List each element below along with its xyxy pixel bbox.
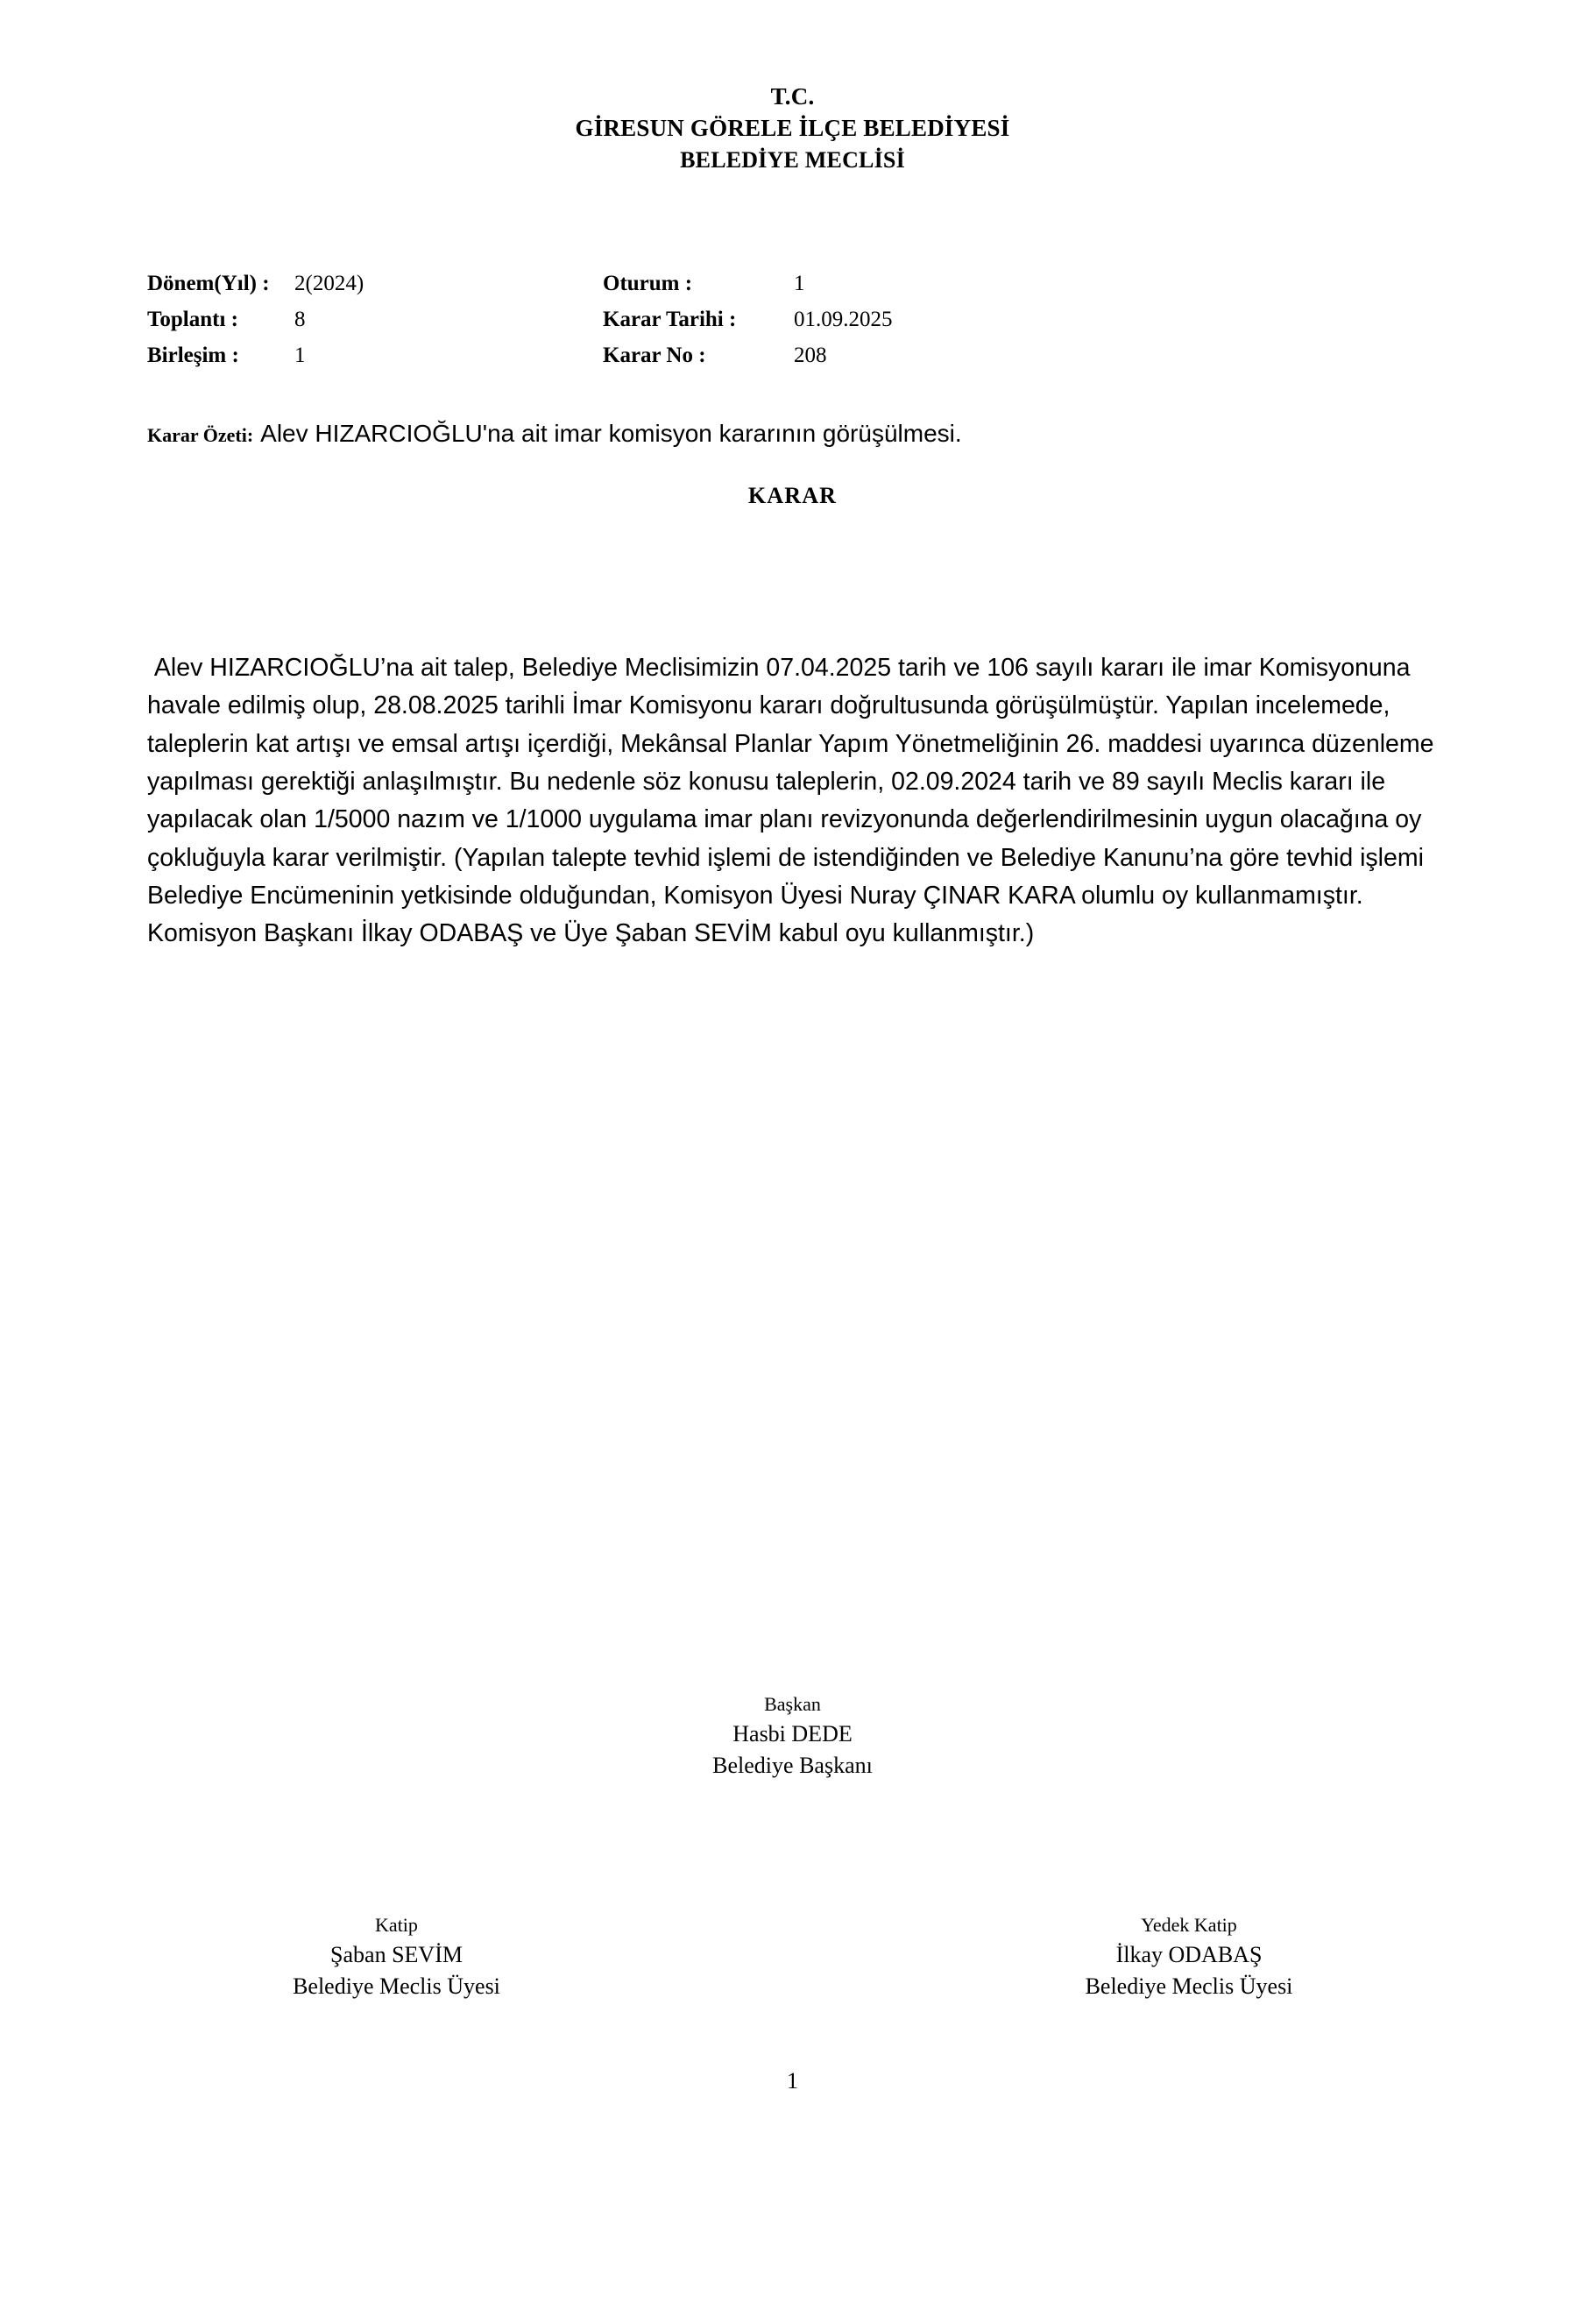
meta-row-oturum bbox=[603, 272, 1093, 308]
meta-value-toplanti: 8 bbox=[294, 307, 306, 331]
meta-label-karar-tarihi: Karar Tarihi : bbox=[603, 307, 737, 331]
header-line-municipality: GİRESUN GÖRELE İLÇE BELEDİYESİ bbox=[575, 115, 1010, 142]
president-name: Hasbi DEDE bbox=[732, 1720, 853, 1747]
document-header bbox=[0, 81, 1585, 175]
signature-clerk bbox=[0, 1912, 793, 2003]
page-number: 1 bbox=[787, 2068, 798, 2094]
decision-heading: KARAR bbox=[747, 482, 838, 508]
meta-value-karar-tarihi: 01.09.2025 bbox=[794, 307, 893, 331]
header-line-council: BELEDİYE MECLİSİ bbox=[680, 146, 905, 173]
meta-column-right bbox=[603, 272, 1093, 379]
clerk-name: Şaban SEVİM bbox=[330, 1941, 463, 1967]
summary-row bbox=[0, 420, 1585, 448]
meta-column-left bbox=[147, 272, 603, 379]
meta-value-oturum: 1 bbox=[794, 271, 805, 295]
clerk-title: Belediye Meclis Üyesi bbox=[293, 1973, 500, 2000]
deputy-clerk-role: Yedek Katip bbox=[1141, 1914, 1237, 1936]
signature-president bbox=[0, 1691, 1585, 1782]
president-title: Belediye Başkanı bbox=[712, 1753, 873, 1779]
meta-row-birlesim bbox=[147, 344, 603, 379]
meta-row-karar-no bbox=[603, 344, 1093, 379]
meta-label-birlesim: Birleşim : bbox=[147, 343, 239, 367]
meta-label-toplanti: Toplantı : bbox=[147, 307, 238, 331]
decision-body-text: Alev HIZARCIOĞLU’na ait talep, Belediye Meclisimizin 07.04.2025 tarih ve 106 sayılı kararı ile imar Komisyonuna havale edilmiş olup, 28.08.2025 tarihli İmar Komisyonu kararı doğrultusunda görüşülmüştür. Yapılan incelemede, taleplerin kat artışı ve emsal artışı içerdiği, Mekânsal Planlar Yapım Yönetmeliğinin 26. maddesi uyarınca düzenleme yapılması gerektiği anlaşılmıştır. Bu nedenle söz konusu taleplerin, 02.09.2024 tarih ve 89 sayılı Meclis kararı ile yapılacak olan 1/5000 nazım ve 1/1000 uygulama imar planı revizyonunda değerlendirilmesinin uygun olacağına oy çokluğuyla karar verilmiştir. (Yapılan talepte tevhid işlemi de istendiğinden ve Belediye Kanunu’na göre tevhid işlemi Belediye Encümeninin yetkisinde olduğundan, Komisyon Üyesi Nuray ÇINAR KARA olumlu oy kullanmamıştır. Komisyon Başkanı İlkay ODABAŞ ve Üye Şaban SEVİM kabul oyu kullanmıştır.) bbox=[147, 653, 1441, 948]
clerk-role: Katip bbox=[375, 1914, 418, 1936]
meta-label-donem: Dönem(Yıl) : bbox=[147, 271, 270, 295]
president-role: Başkan bbox=[764, 1693, 821, 1715]
signature-row bbox=[0, 1912, 1585, 2003]
signature-deputy-clerk bbox=[793, 1912, 1585, 2003]
meta-row-donem bbox=[147, 272, 603, 308]
summary-label: Karar Özeti: bbox=[147, 423, 254, 446]
document-page bbox=[0, 81, 1585, 2324]
summary-text: Alev HIZARCIOĞLU'na ait imar komisyon kararının görüşülmesi. bbox=[260, 419, 962, 447]
meta-label-oturum: Oturum : bbox=[603, 271, 693, 295]
meta-block bbox=[0, 272, 1585, 379]
meta-label-karar-no: Karar No : bbox=[603, 343, 706, 367]
meta-row-karar-tarihi bbox=[603, 308, 1093, 344]
deputy-clerk-name: İlkay ODABAŞ bbox=[1115, 1941, 1263, 1967]
meta-value-birlesim: 1 bbox=[294, 343, 306, 367]
deputy-clerk-title: Belediye Meclis Üyesi bbox=[1085, 1973, 1293, 2000]
meta-value-karar-no: 208 bbox=[794, 343, 827, 367]
meta-row-toplanti bbox=[147, 308, 603, 344]
header-line-tc: T.C. bbox=[770, 83, 815, 110]
meta-value-donem: 2(2024) bbox=[294, 271, 364, 295]
